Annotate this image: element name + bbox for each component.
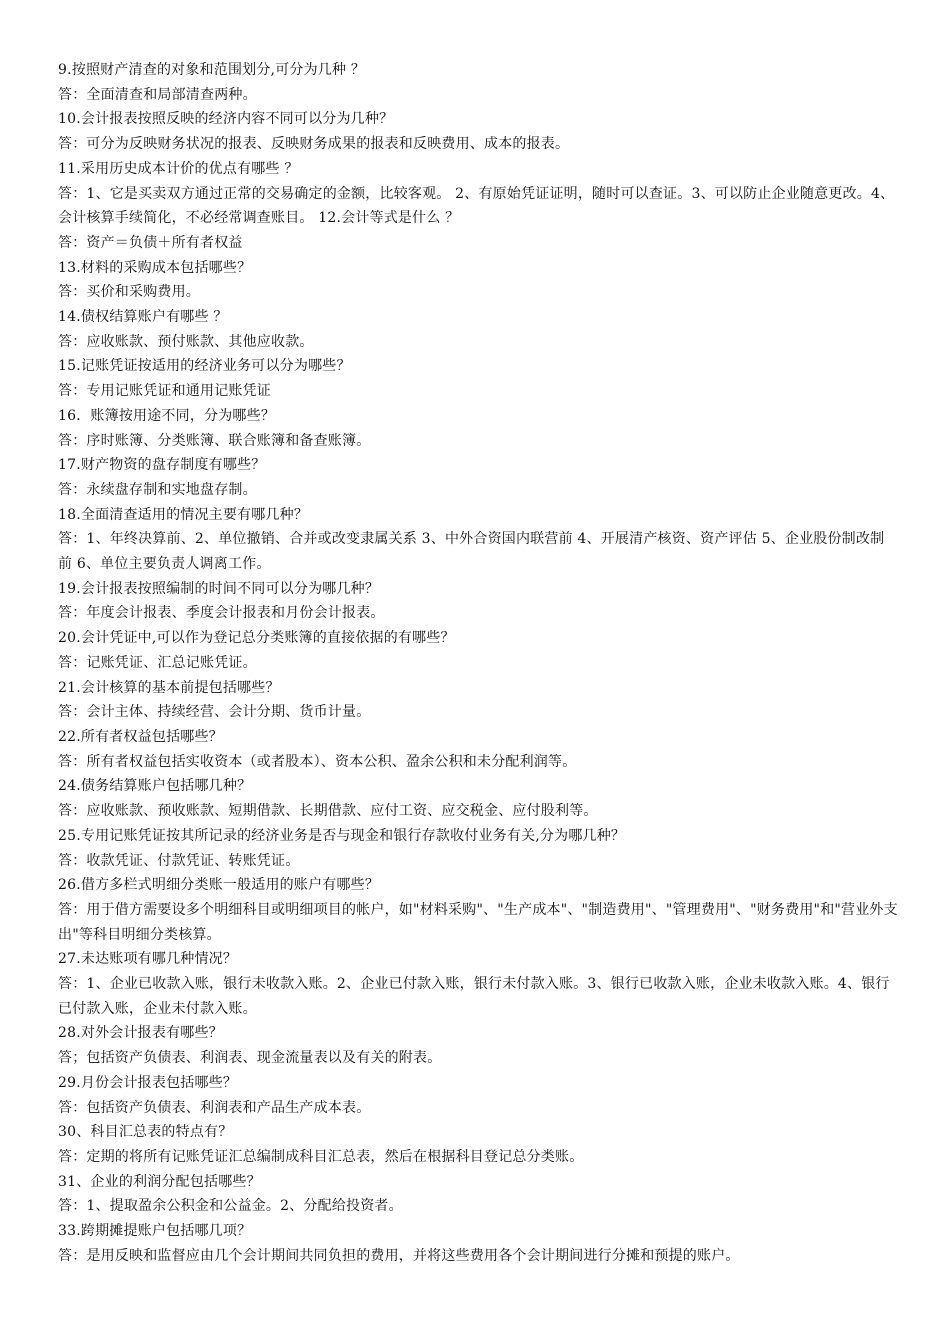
question-line: 26.借方多栏式明细分类账一般适用的账户有哪些？ xyxy=(58,877,380,894)
question-line: 15.记账凭证按适用的经济业务可以分为哪些？ xyxy=(58,358,351,375)
question-line: 19.会计报表按照编制的时间不同可以分为哪几种？ xyxy=(58,580,380,597)
answer-line: 答：收款凭证、付款凭证、转账凭证。 xyxy=(58,852,300,869)
answer-line: 答：会计主体、持续经营、会计分期、货币计量。 xyxy=(58,704,371,721)
question-line: 17.财产物资的盘存制度有哪些？ xyxy=(58,457,266,474)
answer-line: 答：1、提取盈余公积金和公益金。2、分配给投资者。 xyxy=(58,1198,403,1215)
answer-line: 答：包括资产负债表、利润表和产品生产成本表。 xyxy=(58,1099,371,1116)
answer-line: 答：记账凭证、汇总记账凭证。 xyxy=(58,654,257,671)
question-line: 31、企业的利润分配包括哪些？ xyxy=(58,1173,261,1190)
answer-line: 答：专用记账凭证和通用记账凭证 xyxy=(58,383,271,400)
question-line: 24.债务结算账户包括哪几种？ xyxy=(58,778,252,795)
question-line: 14.债权结算账户有哪些 ？ xyxy=(58,309,228,326)
answer-line: 答：应收账款、预收账款、短期借款、长期借款、应付工资、应交税金、应付股利等。 xyxy=(58,803,598,820)
question-line: 11.采用历史成本计价的优点有哪些 ？ xyxy=(58,160,299,177)
question-line: 29.月份会计报表包括哪些？ xyxy=(58,1074,238,1091)
answer-line: 答：应收账款、预付账款、其他应收款。 xyxy=(58,333,314,350)
answer-line: 答：资产＝负债＋所有者权益 xyxy=(58,234,243,251)
answer-line: 答；包括资产负债表、利润表、现金流量表以及有关的附表。 xyxy=(58,1050,442,1067)
answer-line: 答：1、它是买卖双方通过正常的交易确定的金额，比较客观。 2、有原始凭证证明，随时可以查证。3、可以防止企业随意更改。4、会计核算手续简化，不必经常调查账目。 12.会计等式是什么 ？ xyxy=(58,185,895,227)
answer-line: 答：全面清查和局部清查两种。 xyxy=(58,86,257,103)
question-line: 30、科目汇总表的特点有？ xyxy=(58,1124,233,1141)
question-line: 25.专用记账凭证按其所记录的经济业务是否与现金和银行存款收付业务有关,分为哪几种？ xyxy=(58,827,626,844)
answer-line: 答：买价和采购费用。 xyxy=(58,284,200,301)
answer-line: 答：所有者权益包括实收资本（或者股本）、资本公积、盈余公积和未分配利润等。 xyxy=(58,753,577,770)
question-line: 9.按照财产清查的对象和范围划分,可分为几种 ？ xyxy=(58,62,366,78)
document-page xyxy=(58,58,898,1268)
answer-line: 答：1、企业已收款入账，银行未收款入账。2、企业已付款入账，银行未付款入账。3、银行已收款入账，企业未收款入账。4、银行已付款入账，企业未付款入账。 xyxy=(58,976,890,1017)
question-line: 16．账簿按用途不同，分为哪些？ xyxy=(58,407,276,424)
question-line: 28.对外会计报表有哪些？ xyxy=(58,1025,223,1042)
answer-line: 答：年度会计报表、季度会计报表和月份会计报表。 xyxy=(58,605,385,622)
question-line: 22.所有者权益包括哪些？ xyxy=(58,728,223,745)
answer-line: 答：定期的将所有记账凭证汇总编制成科目汇总表，然后在根据科目登记总分类账。 xyxy=(58,1148,584,1165)
answer-line: 答：是用反映和监督应由几个会计期间共同负担的费用，并将这些费用各个会计期间进行分摊和预提的账户。 xyxy=(58,1247,740,1264)
answer-line: 答：用于借方需要设多个明细科目或明细项目的帐户，如"材料采购"、"生产成本"、"制造费用"、"管理费用"、"财务费用"和"营业外支出"等科目明细分类核算。 xyxy=(58,901,898,943)
answer-line: 答：序时账簿、分类账簿、联合账簿和备查账簿。 xyxy=(58,432,371,449)
question-line: 13.材料的采购成本包括哪些？ xyxy=(58,259,252,276)
question-line: 21.会计核算的基本前提包括哪些？ xyxy=(58,679,280,696)
question-line: 18.全面清查适用的情况主要有哪几种？ xyxy=(58,506,309,523)
answer-line: 答：可分为反映财务状况的报表、反映财务成果的报表和反映费用、成本的报表。 xyxy=(58,136,570,153)
question-line: 27.未达账项有哪几种情况？ xyxy=(58,951,238,968)
answer-line: 答：永续盘存制和实地盘存制。 xyxy=(58,481,257,498)
answer-line: 答：1、年终决算前、2、单位撤销、合并或改变隶属关系 3、中外合资国内联营前 4、开展清产核资、资产评估 5、企业股份制改制前 6、单位主要负责人调离工作。 xyxy=(58,531,885,573)
question-line: 33.跨期摊提账户包括哪几项？ xyxy=(58,1223,252,1240)
question-line: 20.会计凭证中,可以作为登记总分类账簿的直接依据的有哪些？ xyxy=(58,630,455,647)
question-line: 10.会计报表按照反映的经济内容不同可以分为几种？ xyxy=(58,111,394,128)
